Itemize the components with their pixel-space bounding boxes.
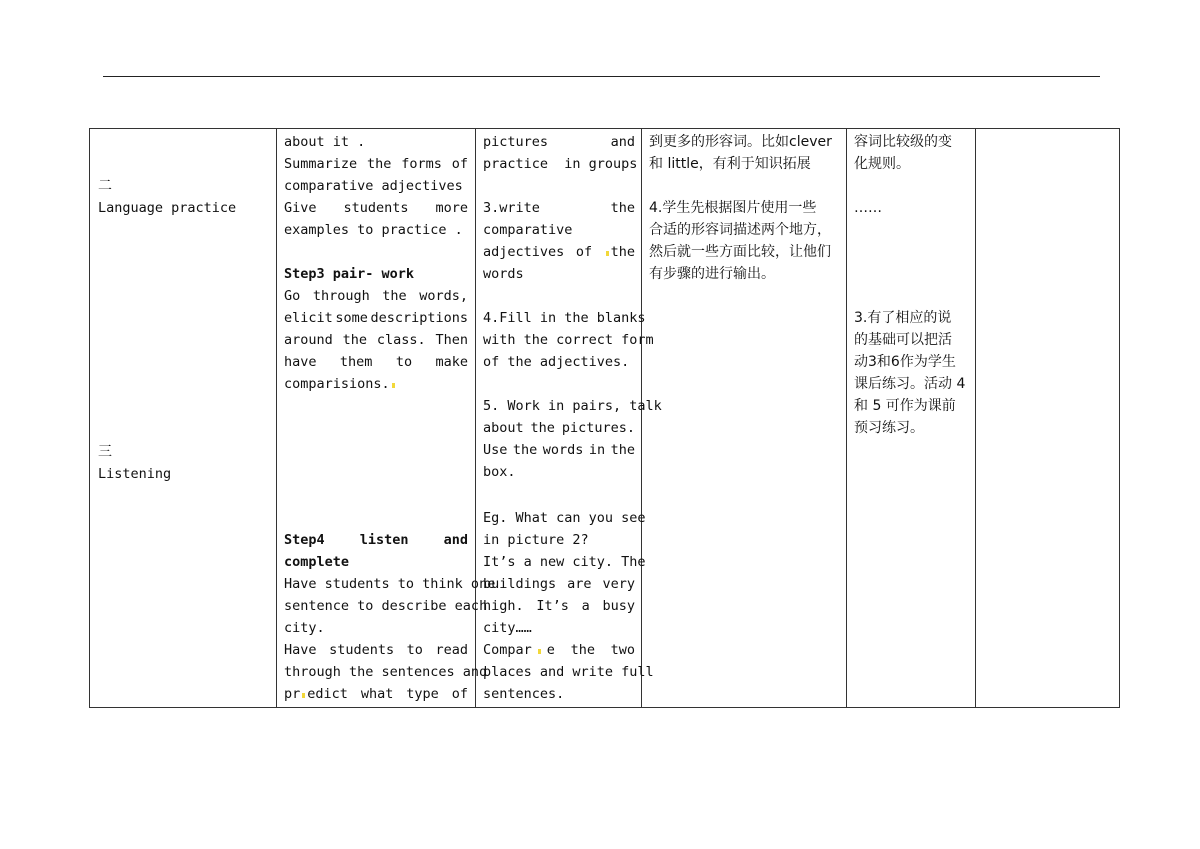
teacher-line: about it . — [284, 134, 366, 150]
intent-line: 4.学生先根据图片使用一些 — [649, 200, 817, 216]
teacher-line: Summarize the forms of — [284, 156, 468, 172]
teacher-line: city. — [284, 620, 325, 636]
teacher-line: around the class. Then — [284, 332, 468, 348]
header-rule — [103, 76, 1100, 77]
step4-heading-cont: complete — [284, 554, 350, 570]
empty-column — [976, 129, 1120, 708]
intent-line: 有步骤的进行输出。 — [649, 266, 775, 282]
student-line: comparative — [483, 222, 573, 238]
student-line: city…… — [483, 620, 532, 636]
student-line: pictures and — [483, 134, 635, 150]
student-line: sentences. — [483, 686, 565, 702]
intent-line: 合适的形容词描述两个地方， — [649, 222, 831, 238]
teacher-line: Have students to think one — [284, 576, 496, 592]
teacher-line: Go through the words, — [284, 288, 468, 304]
notes-line: 3.有了相应的说 — [854, 310, 952, 326]
teacher-line: examples to practice . — [284, 222, 463, 238]
notes-line: 课后练习。活动 4 — [854, 376, 966, 392]
teacher-line: through the sentences and — [284, 664, 488, 680]
student-line: 5. Work in pairs, talk — [483, 398, 662, 414]
intent-line: 到更多的形容词。比如clever — [649, 134, 832, 150]
teacher-line: Have students to read — [284, 642, 468, 658]
teacher-line: comparative adjectives — [284, 178, 463, 194]
student-line: It’s a new city. The — [483, 554, 646, 570]
student-activity-column — [476, 129, 662, 708]
highlight-mark — [606, 251, 609, 256]
student-line: with the correct form — [483, 332, 654, 348]
student-line: words — [483, 266, 524, 282]
stage-2-title: Language practice — [98, 200, 237, 216]
notes-line: …… — [854, 200, 882, 216]
highlight-mark — [392, 383, 395, 388]
notes-line: 的基础可以把活 — [854, 332, 952, 348]
teacher-activity-column — [277, 129, 496, 708]
student-line: Compar e the two — [483, 642, 635, 658]
notes-line: 化规则。 — [854, 156, 910, 172]
student-line: about the pictures. — [483, 420, 635, 436]
stage-column — [90, 129, 277, 708]
notes-line: 容词比较级的变 — [854, 134, 952, 150]
student-line: high. It’s a busy — [483, 598, 635, 614]
teacher-line: sentence to describe each — [284, 598, 488, 614]
notes-line: 和 5 可作为课前 — [854, 398, 956, 414]
notes-line: 预习练习。 — [854, 420, 924, 436]
teacher-line: elicit some descriptions — [284, 310, 468, 326]
student-line: of the adjectives. — [483, 354, 630, 370]
student-line: in picture 2? — [483, 532, 589, 548]
notes-column — [847, 129, 976, 708]
student-line: Eg. What can you see — [483, 510, 646, 526]
stage-2-number: 二 — [98, 178, 112, 194]
lesson-plan-table — [89, 128, 1120, 708]
student-line: Use the words in the — [483, 442, 635, 458]
student-line: practice in groups — [483, 156, 638, 172]
stage-3-number: 三 — [98, 444, 112, 460]
highlight-mark — [302, 693, 305, 698]
student-line: 4.Fill in the blanks — [483, 310, 646, 326]
step3-heading: Step3 pair- work — [284, 266, 415, 282]
teacher-line: Give students more — [284, 200, 468, 216]
step4-heading: Step4 listen and — [284, 532, 468, 548]
intent-line: 和 little，有利于知识拓展 — [649, 156, 811, 172]
student-line: adjectives of the — [483, 244, 635, 260]
highlight-mark — [538, 649, 541, 654]
student-line: 3.write the — [483, 200, 635, 216]
student-line: box. — [483, 464, 516, 480]
teacher-line: have them to make — [284, 354, 468, 370]
teacher-line: comparisions. — [284, 373, 397, 395]
intent-line: 然后就一些方面比较，让他们 — [649, 244, 831, 260]
stage-3-title: Listening — [98, 466, 172, 482]
design-intent-column — [642, 129, 847, 708]
student-line: buildings are very — [483, 576, 635, 592]
teacher-line: pr edict what type of — [284, 686, 468, 702]
notes-line: 动3和6作为学生 — [854, 354, 956, 370]
student-line: places and write full — [483, 664, 654, 680]
